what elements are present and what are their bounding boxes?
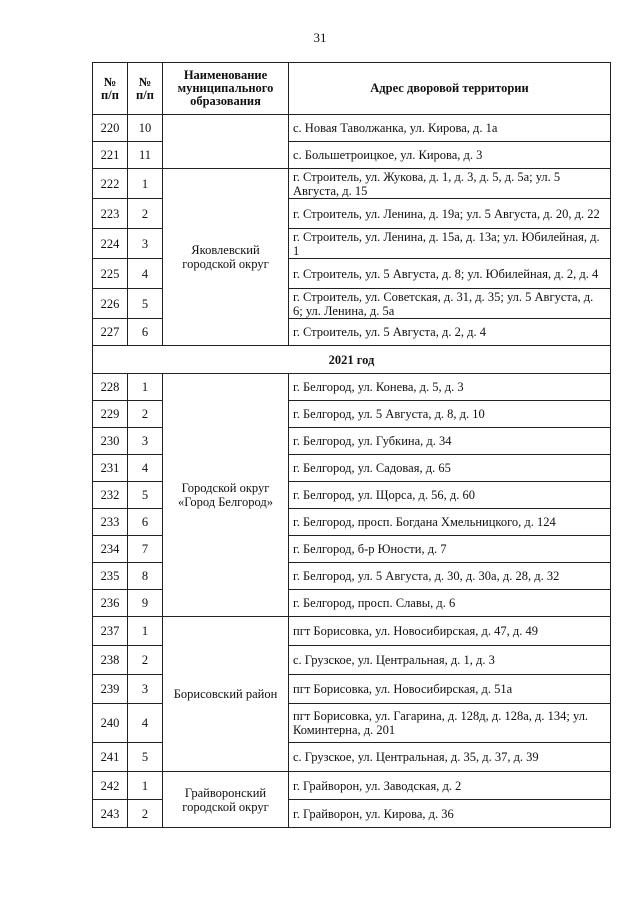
address-cell: г. Белгород, ул. 5 Августа, д. 30, д. 30а, д. 28, д. 32 (289, 563, 611, 590)
row-number: 236 (93, 590, 128, 617)
table-header-row (93, 63, 611, 115)
row-sub-number: 3 (128, 229, 163, 259)
municipality-cell: Грайворонский городской округ (163, 772, 289, 828)
municipality-cell: Яковлевский городской округ (163, 169, 289, 346)
municipality-cell (163, 115, 289, 169)
address-cell: с. Новая Таволжанка, ул. Кирова, д. 1а (289, 115, 611, 142)
row-number: 220 (93, 115, 128, 142)
row-number: 230 (93, 428, 128, 455)
row-sub-number: 4 (128, 455, 163, 482)
row-number: 223 (93, 199, 128, 229)
header-col-2: № п/п (128, 63, 163, 115)
row-number: 238 (93, 646, 128, 675)
row-number: 231 (93, 455, 128, 482)
address-cell: с. Грузское, ул. Центральная, д. 35, д. 37, д. 39 (289, 743, 611, 772)
row-sub-number: 2 (128, 800, 163, 828)
header-municipality: Наименование муниципального образования (163, 63, 289, 115)
table-row (93, 169, 611, 199)
row-number: 237 (93, 617, 128, 646)
table-row (93, 374, 611, 401)
address-cell: г. Белгород, ул. Садовая, д. 65 (289, 455, 611, 482)
address-cell: с. Грузское, ул. Центральная, д. 1, д. 3 (289, 646, 611, 675)
table-row (93, 617, 611, 646)
row-number: 225 (93, 259, 128, 289)
row-number: 228 (93, 374, 128, 401)
row-number: 240 (93, 704, 128, 743)
header-address: Адрес дворовой территории (289, 63, 611, 115)
row-sub-number: 9 (128, 590, 163, 617)
row-sub-number: 4 (128, 704, 163, 743)
address-cell: г. Белгород, просп. Богдана Хмельницкого, д. 124 (289, 509, 611, 536)
row-number: 241 (93, 743, 128, 772)
table-row (93, 115, 611, 142)
row-number: 224 (93, 229, 128, 259)
row-number: 234 (93, 536, 128, 563)
address-cell: г. Грайворон, ул. Заводская, д. 2 (289, 772, 611, 800)
row-sub-number: 1 (128, 169, 163, 199)
header-col-1: № п/п (93, 63, 128, 115)
row-sub-number: 5 (128, 482, 163, 509)
row-number: 226 (93, 289, 128, 319)
row-sub-number: 2 (128, 199, 163, 229)
address-cell: г. Белгород, ул. Конева, д. 5, д. 3 (289, 374, 611, 401)
municipality-cell: Городской округ «Город Белгород» (163, 374, 289, 617)
row-number: 233 (93, 509, 128, 536)
address-cell: г. Белгород, ул. 5 Августа, д. 8, д. 10 (289, 401, 611, 428)
row-number: 221 (93, 142, 128, 169)
row-sub-number: 5 (128, 743, 163, 772)
row-sub-number: 7 (128, 536, 163, 563)
row-sub-number: 10 (128, 115, 163, 142)
address-cell: г. Строитель, ул. Ленина, д. 19а; ул. 5 Августа, д. 20, д. 22 (289, 199, 611, 229)
row-sub-number: 1 (128, 772, 163, 800)
municipality-cell: Борисовский район (163, 617, 289, 772)
row-number: 239 (93, 675, 128, 704)
row-number: 229 (93, 401, 128, 428)
row-sub-number: 3 (128, 675, 163, 704)
address-cell: г. Строитель, ул. Жукова, д. 1, д. 3, д. 5, д. 5а; ул. 5 Августа, д. 15 (289, 169, 611, 199)
row-number: 232 (93, 482, 128, 509)
page-number: 31 (313, 30, 327, 45)
row-sub-number: 8 (128, 563, 163, 590)
address-cell: г. Строитель, ул. 5 Августа, д. 2, д. 4 (289, 319, 611, 346)
address-cell: г. Белгород, ул. Щорса, д. 56, д. 60 (289, 482, 611, 509)
row-sub-number: 1 (128, 617, 163, 646)
row-sub-number: 1 (128, 374, 163, 401)
address-cell: г. Белгород, ул. Губкина, д. 34 (289, 428, 611, 455)
row-sub-number: 11 (128, 142, 163, 169)
row-sub-number: 6 (128, 509, 163, 536)
row-number: 227 (93, 319, 128, 346)
address-cell: пгт Борисовка, ул. Гагарина, д. 128д, д. 128а, д. 134; ул. Коминтерна, д. 201 (289, 704, 611, 743)
address-cell: г. Строитель, ул. 5 Августа, д. 8; ул. Юбилейная, д. 2, д. 4 (289, 259, 611, 289)
row-number: 235 (93, 563, 128, 590)
table-row (93, 772, 611, 800)
row-sub-number: 3 (128, 428, 163, 455)
row-sub-number: 5 (128, 289, 163, 319)
row-number: 222 (93, 169, 128, 199)
address-cell: г. Строитель, ул. Советская, д. 31, д. 35; ул. 5 Августа, д. 6; ул. Ленина, д. 5а (289, 289, 611, 319)
row-number: 242 (93, 772, 128, 800)
address-cell: г. Строитель, ул. Ленина, д. 15а, д. 13а; ул. Юбилейная, д. 1 (289, 229, 611, 259)
row-sub-number: 6 (128, 319, 163, 346)
year-label: 2021 год (93, 346, 611, 374)
row-sub-number: 2 (128, 401, 163, 428)
row-sub-number: 4 (128, 259, 163, 289)
year-row (93, 346, 611, 374)
address-cell: г. Белгород, б-р Юности, д. 7 (289, 536, 611, 563)
address-cell: г. Белгород, просп. Славы, д. 6 (289, 590, 611, 617)
address-cell: с. Большетроицкое, ул. Кирова, д. 3 (289, 142, 611, 169)
address-cell: г. Грайворон, ул. Кирова, д. 36 (289, 800, 611, 828)
address-cell: пгт Борисовка, ул. Новосибирская, д. 51а (289, 675, 611, 704)
courtyard-addresses-table (92, 62, 611, 828)
address-cell: пгт Борисовка, ул. Новосибирская, д. 47, д. 49 (289, 617, 611, 646)
row-number: 243 (93, 800, 128, 828)
row-sub-number: 2 (128, 646, 163, 675)
